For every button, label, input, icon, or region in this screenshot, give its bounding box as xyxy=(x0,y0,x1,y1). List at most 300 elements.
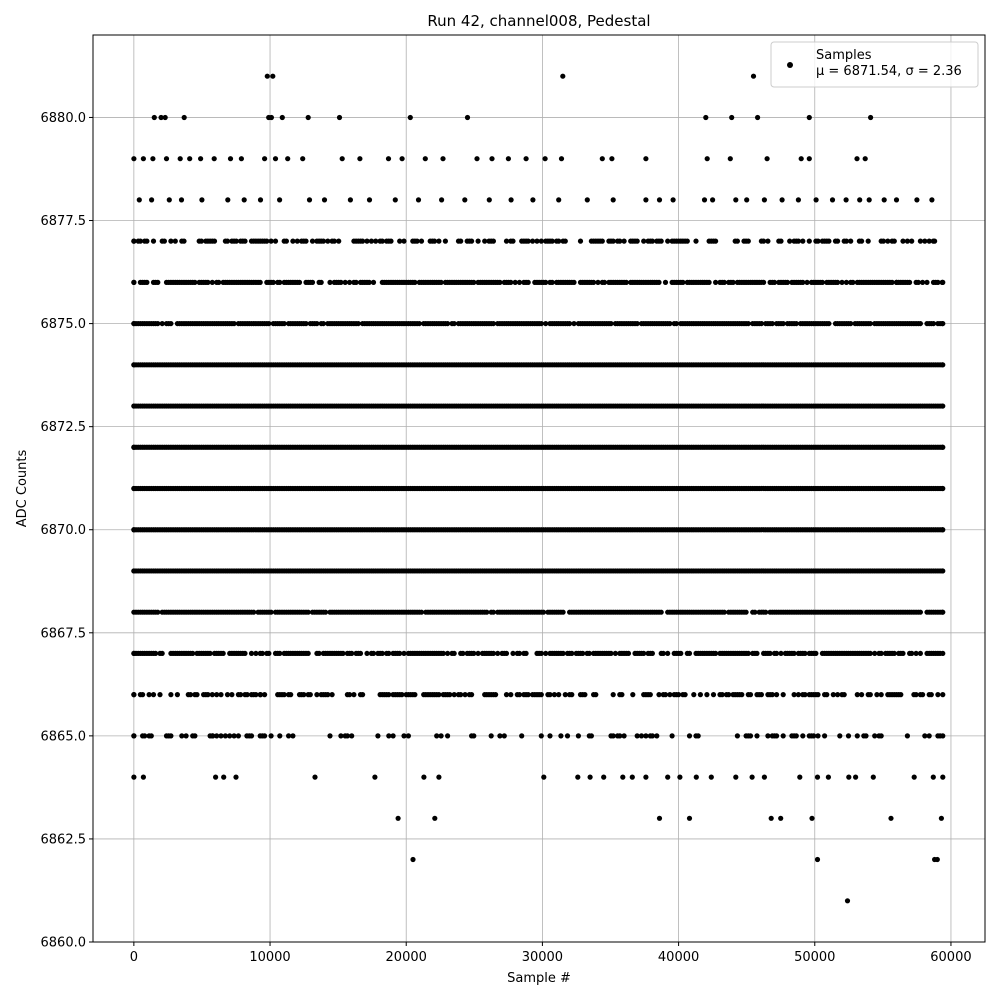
data-point xyxy=(401,239,406,244)
data-point xyxy=(813,651,818,656)
data-point xyxy=(371,280,376,285)
data-point xyxy=(748,733,753,738)
data-point xyxy=(543,156,548,161)
data-point xyxy=(563,239,568,244)
y-tick-label: 6865.0 xyxy=(40,729,86,745)
data-point xyxy=(280,115,285,120)
data-point xyxy=(406,733,411,738)
data-point xyxy=(909,239,914,244)
data-point xyxy=(519,733,524,738)
data-point xyxy=(630,775,635,780)
data-point xyxy=(826,775,831,780)
data-point xyxy=(561,610,566,615)
data-point xyxy=(918,321,923,326)
data-point xyxy=(696,733,701,738)
data-point xyxy=(493,692,498,697)
data-point xyxy=(733,775,738,780)
data-point xyxy=(526,280,531,285)
data-point xyxy=(269,733,274,738)
data-point xyxy=(469,692,474,697)
data-point xyxy=(131,280,136,285)
data-point xyxy=(489,733,494,738)
data-point xyxy=(487,197,492,202)
data-point xyxy=(611,197,616,202)
data-point xyxy=(400,156,405,161)
data-point xyxy=(141,775,146,780)
data-point xyxy=(213,775,218,780)
data-point xyxy=(182,115,187,120)
data-point xyxy=(807,115,812,120)
data-point xyxy=(751,74,756,79)
data-point xyxy=(510,239,515,244)
data-point xyxy=(131,733,136,738)
data-point xyxy=(894,197,899,202)
data-point xyxy=(357,156,362,161)
data-point xyxy=(914,197,919,202)
y-tick-label: 6877.5 xyxy=(40,214,86,230)
data-point xyxy=(556,197,561,202)
data-point xyxy=(439,733,444,738)
data-point xyxy=(871,775,876,780)
data-point xyxy=(273,239,278,244)
data-point xyxy=(167,197,172,202)
data-point xyxy=(685,239,690,244)
data-point xyxy=(155,280,160,285)
data-point xyxy=(703,115,708,120)
legend xyxy=(771,42,978,87)
data-point xyxy=(600,156,605,161)
data-point xyxy=(853,775,858,780)
x-tick-label: 30000 xyxy=(521,950,564,965)
data-point xyxy=(709,775,714,780)
x-tick-label: 60000 xyxy=(930,950,972,965)
data-point xyxy=(569,692,574,697)
data-point xyxy=(744,610,749,615)
data-point xyxy=(436,239,441,244)
data-point xyxy=(588,775,593,780)
data-point xyxy=(735,733,740,738)
data-point xyxy=(687,733,692,738)
data-point xyxy=(846,775,851,780)
data-point xyxy=(830,197,835,202)
data-point xyxy=(750,775,755,780)
data-point xyxy=(781,733,786,738)
data-point xyxy=(733,197,738,202)
data-point xyxy=(907,280,912,285)
legend-entry-series: Samples xyxy=(816,48,872,63)
data-point xyxy=(221,775,226,780)
data-point xyxy=(905,733,910,738)
y-tick-label: 6860.0 xyxy=(40,935,86,951)
data-point xyxy=(349,733,354,738)
data-point xyxy=(440,156,445,161)
data-point xyxy=(462,197,467,202)
data-point xyxy=(439,197,444,202)
data-point xyxy=(702,197,707,202)
data-point xyxy=(814,197,819,202)
data-point xyxy=(620,775,625,780)
data-point xyxy=(375,733,380,738)
data-point xyxy=(297,280,302,285)
data-point xyxy=(940,403,945,408)
data-point xyxy=(940,775,945,780)
data-point xyxy=(774,733,779,738)
data-point xyxy=(306,651,311,656)
data-point xyxy=(622,239,627,244)
data-point xyxy=(611,692,616,697)
data-point xyxy=(735,239,740,244)
data-point xyxy=(665,651,670,656)
data-point xyxy=(781,692,786,697)
data-point xyxy=(131,692,136,697)
data-point xyxy=(815,857,820,862)
data-point xyxy=(539,733,544,738)
data-point xyxy=(931,239,936,244)
data-point xyxy=(687,651,692,656)
data-point xyxy=(809,816,814,821)
data-point xyxy=(729,115,734,120)
data-point xyxy=(360,692,365,697)
data-point xyxy=(270,74,275,79)
data-point xyxy=(670,733,675,738)
data-point xyxy=(940,733,945,738)
data-point xyxy=(940,692,945,697)
data-point xyxy=(410,857,415,862)
data-point xyxy=(187,156,192,161)
data-point xyxy=(863,156,868,161)
data-point xyxy=(249,733,254,738)
data-point xyxy=(168,692,173,697)
data-point xyxy=(236,733,241,738)
data-point xyxy=(436,775,441,780)
data-point xyxy=(635,239,640,244)
y-tick-label: 6862.5 xyxy=(40,832,86,848)
data-point xyxy=(643,197,648,202)
data-point xyxy=(677,775,682,780)
data-point xyxy=(471,733,476,738)
data-point xyxy=(826,321,831,326)
data-point xyxy=(657,816,662,821)
data-point xyxy=(386,156,391,161)
data-point xyxy=(657,197,662,202)
data-point xyxy=(388,239,393,244)
data-point xyxy=(705,156,710,161)
data-point xyxy=(194,692,199,697)
data-point xyxy=(164,156,169,161)
data-point xyxy=(846,733,851,738)
data-point xyxy=(854,156,859,161)
data-point xyxy=(835,239,840,244)
data-point xyxy=(656,280,661,285)
data-point xyxy=(900,651,905,656)
data-point xyxy=(131,403,136,408)
data-point xyxy=(262,156,267,161)
data-point xyxy=(310,280,315,285)
data-point xyxy=(396,816,401,821)
data-point xyxy=(348,197,353,202)
data-point xyxy=(859,692,864,697)
y-axis-label: ADC Counts xyxy=(15,449,30,528)
data-point xyxy=(739,692,744,697)
data-point xyxy=(198,156,203,161)
data-point xyxy=(704,692,709,697)
data-point xyxy=(678,651,683,656)
data-point xyxy=(303,239,308,244)
data-point xyxy=(351,692,356,697)
data-point xyxy=(600,239,605,244)
data-point xyxy=(918,610,923,615)
data-point xyxy=(920,692,925,697)
data-point xyxy=(131,775,136,780)
data-point xyxy=(258,692,263,697)
data-point xyxy=(284,239,289,244)
y-tick-label: 6867.5 xyxy=(40,626,86,642)
data-point xyxy=(465,115,470,120)
data-point xyxy=(748,692,753,697)
data-point xyxy=(863,733,868,738)
data-point xyxy=(765,239,770,244)
data-point xyxy=(137,197,142,202)
data-point xyxy=(935,857,940,862)
data-point xyxy=(759,692,764,697)
data-point xyxy=(419,239,424,244)
y-tick-label: 6870.0 xyxy=(40,523,86,539)
data-point xyxy=(940,568,945,573)
data-point xyxy=(445,733,450,738)
data-point xyxy=(558,733,563,738)
data-point xyxy=(855,733,860,738)
data-point xyxy=(815,775,820,780)
data-point xyxy=(541,775,546,780)
data-point xyxy=(707,280,712,285)
data-point xyxy=(929,197,934,202)
data-point xyxy=(322,197,327,202)
data-point xyxy=(794,733,799,738)
data-point xyxy=(630,692,635,697)
data-point xyxy=(131,156,136,161)
data-point xyxy=(330,692,335,697)
data-point xyxy=(589,733,594,738)
data-point xyxy=(244,733,249,738)
data-point xyxy=(162,239,167,244)
data-point xyxy=(149,733,154,738)
data-point xyxy=(582,692,587,697)
data-point xyxy=(476,239,481,244)
data-point xyxy=(502,733,507,738)
x-tick-label: 20000 xyxy=(385,950,427,965)
x-tick-label: 0 xyxy=(129,950,138,965)
data-point xyxy=(778,239,783,244)
data-point xyxy=(762,197,767,202)
data-point xyxy=(868,115,873,120)
data-point xyxy=(144,280,149,285)
data-point xyxy=(797,775,802,780)
data-point xyxy=(229,692,234,697)
data-point xyxy=(178,156,183,161)
data-point xyxy=(199,197,204,202)
data-point xyxy=(491,239,496,244)
data-point xyxy=(150,156,155,161)
data-point xyxy=(160,651,165,656)
data-point xyxy=(421,775,426,780)
data-point xyxy=(622,733,627,738)
data-point xyxy=(288,692,293,697)
x-tick-label: 10000 xyxy=(249,950,291,965)
data-point xyxy=(285,156,290,161)
data-point xyxy=(939,816,944,821)
data-point xyxy=(524,156,529,161)
data-point xyxy=(868,692,873,697)
data-point xyxy=(266,651,271,656)
data-point xyxy=(277,197,282,202)
data-point xyxy=(693,239,698,244)
data-point xyxy=(924,280,929,285)
data-point xyxy=(393,197,398,202)
data-point xyxy=(151,692,156,697)
data-point xyxy=(547,733,552,738)
data-point xyxy=(643,775,648,780)
data-point xyxy=(391,733,396,738)
data-point xyxy=(242,651,247,656)
data-point xyxy=(710,197,715,202)
data-point xyxy=(578,239,583,244)
data-point xyxy=(149,197,154,202)
data-point xyxy=(842,692,847,697)
data-point xyxy=(131,568,136,573)
data-point xyxy=(918,651,923,656)
data-point xyxy=(262,733,267,738)
data-point xyxy=(882,197,887,202)
data-point xyxy=(530,197,535,202)
data-point xyxy=(367,197,372,202)
data-point xyxy=(822,733,827,738)
data-point xyxy=(212,156,217,161)
data-point xyxy=(778,816,783,821)
data-point xyxy=(755,115,760,120)
data-point xyxy=(576,733,581,738)
data-point xyxy=(443,239,448,244)
data-point xyxy=(319,280,324,285)
data-point xyxy=(565,733,570,738)
data-point xyxy=(131,239,136,244)
data-point xyxy=(233,775,238,780)
data-point xyxy=(539,692,544,697)
data-point xyxy=(312,775,317,780)
data-point xyxy=(452,651,457,656)
data-point xyxy=(744,197,749,202)
data-point xyxy=(619,692,624,697)
data-point xyxy=(940,280,945,285)
chart-title: Run 42, channel008, Pedestal xyxy=(427,12,651,30)
data-point xyxy=(879,733,884,738)
data-point xyxy=(131,445,136,450)
data-point xyxy=(218,692,223,697)
x-axis-label: Sample # xyxy=(507,971,571,986)
data-point xyxy=(940,486,945,491)
data-point xyxy=(258,197,263,202)
data-point xyxy=(898,692,903,697)
data-point xyxy=(935,692,940,697)
data-point xyxy=(141,156,146,161)
data-point xyxy=(585,197,590,202)
data-point xyxy=(687,816,692,821)
data-point xyxy=(524,651,529,656)
data-point xyxy=(432,816,437,821)
data-point xyxy=(931,775,936,780)
data-point xyxy=(815,733,820,738)
data-point xyxy=(131,321,136,326)
data-point xyxy=(131,527,136,532)
data-point xyxy=(848,239,853,244)
y-tick-label: 6875.0 xyxy=(40,317,86,333)
data-point xyxy=(894,280,899,285)
data-point xyxy=(372,775,377,780)
data-point xyxy=(559,156,564,161)
data-point xyxy=(866,239,871,244)
data-point xyxy=(168,733,173,738)
data-point xyxy=(796,197,801,202)
data-point xyxy=(242,197,247,202)
data-point xyxy=(151,239,156,244)
data-point xyxy=(212,239,217,244)
data-point xyxy=(412,692,417,697)
data-point xyxy=(940,651,945,656)
data-point xyxy=(698,692,703,697)
data-point xyxy=(336,239,341,244)
data-point xyxy=(131,610,136,615)
data-point xyxy=(506,156,511,161)
data-point xyxy=(504,651,509,656)
data-point xyxy=(192,733,197,738)
data-point xyxy=(683,692,688,697)
data-point xyxy=(131,362,136,367)
data-point xyxy=(859,239,864,244)
data-point xyxy=(659,239,664,244)
data-point xyxy=(826,239,831,244)
data-point xyxy=(423,156,428,161)
data-point xyxy=(728,156,733,161)
y-tick-label: 6872.5 xyxy=(40,420,86,436)
x-tick-label: 50000 xyxy=(794,950,836,965)
data-point xyxy=(489,156,494,161)
data-point xyxy=(228,156,233,161)
data-point xyxy=(306,115,311,120)
data-point xyxy=(265,74,270,79)
data-point xyxy=(746,239,751,244)
data-point xyxy=(940,610,945,615)
data-point xyxy=(593,692,598,697)
data-point xyxy=(242,239,247,244)
data-point xyxy=(815,692,820,697)
data-point xyxy=(290,733,295,738)
data-point xyxy=(769,816,774,821)
data-point xyxy=(571,280,576,285)
data-point xyxy=(927,733,932,738)
data-point xyxy=(416,197,421,202)
data-point xyxy=(469,239,474,244)
data-point xyxy=(225,197,230,202)
data-point xyxy=(152,115,157,120)
data-point xyxy=(560,74,565,79)
data-point xyxy=(181,239,186,244)
data-point xyxy=(277,733,282,738)
data-point xyxy=(940,527,945,532)
data-point xyxy=(327,733,332,738)
data-point xyxy=(221,651,226,656)
data-point xyxy=(754,651,759,656)
data-point xyxy=(940,362,945,367)
data-point xyxy=(184,733,189,738)
